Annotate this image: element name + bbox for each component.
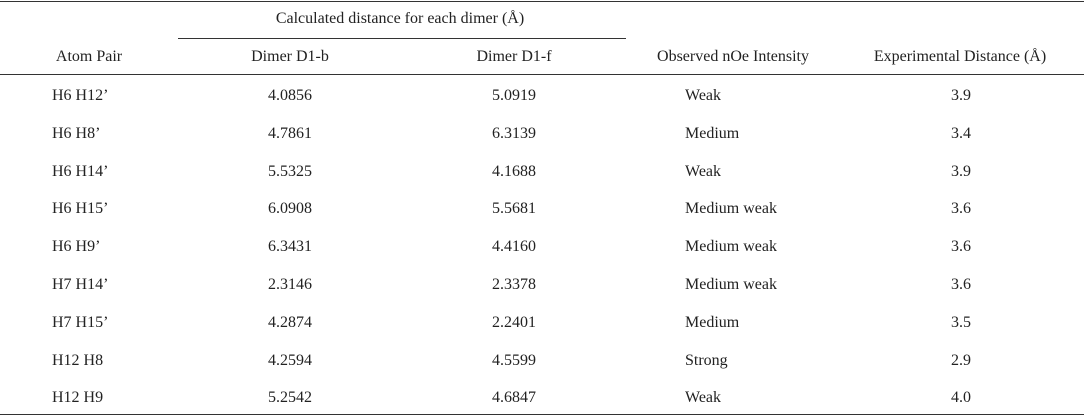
dimer-d1-b-cell: 6.0908 (268, 200, 312, 217)
dimer-d1-b-cell: 5.5325 (268, 163, 312, 180)
dimer-d1-f-cell: 4.1688 (492, 163, 536, 180)
noe-intensity-cell: Strong (685, 352, 728, 369)
column-header-observed-noe-intensity: Observed nOe Intensity (657, 48, 809, 65)
experimental-distance-cell: 3.9 (951, 163, 971, 180)
dimer-d1-f-cell: 2.2401 (492, 314, 536, 331)
atom-pair-cell: H12 H9 (52, 389, 104, 406)
atom-pair-cell: H6 H8’ (52, 125, 101, 142)
dimer-d1-f-cell: 6.3139 (492, 125, 536, 142)
atom-pair-cell: H6 H9’ (52, 238, 101, 255)
noe-intensity-cell: Weak (685, 389, 722, 406)
atom-pair-cell: H7 H14’ (52, 276, 109, 293)
column-header-dimer-d1-b: Dimer D1-b (251, 48, 329, 65)
noe-intensity-cell: Medium weak (685, 200, 777, 217)
noe-intensity-cell: Medium (685, 125, 740, 142)
dimer-d1-b-cell: 6.3431 (268, 238, 312, 255)
experimental-distance-cell: 4.0 (951, 389, 971, 406)
atom-pair-cell: H7 H15’ (52, 314, 109, 331)
experimental-distance-cell: 3.4 (951, 125, 971, 142)
dimer-d1-f-cell: 2.3378 (492, 276, 536, 293)
noe-intensity-cell: Medium (685, 314, 740, 331)
experimental-distance-cell: 3.6 (951, 238, 971, 255)
dimer-d1-f-cell: 5.0919 (492, 87, 536, 104)
dimer-d1-b-cell: 4.2594 (268, 352, 312, 369)
dimer-d1-b-cell: 4.2874 (268, 314, 312, 331)
experimental-distance-cell: 3.9 (951, 87, 971, 104)
dimer-d1-b-cell: 4.7861 (268, 125, 312, 142)
noe-intensity-cell: Medium weak (685, 238, 777, 255)
experimental-distance-cell: 3.6 (951, 276, 971, 293)
dimer-d1-b-cell: 5.2542 (268, 389, 312, 406)
column-header-experimental-distance: Experimental Distance (Å) (873, 48, 1047, 65)
dimer-d1-f-cell: 4.6847 (492, 389, 536, 406)
experimental-distance-cell: 3.6 (951, 200, 971, 217)
dimer-d1-f-cell: 4.5599 (492, 352, 536, 369)
dimer-d1-b-cell: 4.0856 (268, 87, 312, 104)
calculated-distance-span-header: Calculated distance for each dimer (Å) (275, 10, 525, 27)
column-header-atom-pair: Atom Pair (55, 48, 123, 65)
atom-pair-cell: H6 H12’ (52, 87, 109, 104)
dimer-d1-f-cell: 4.4160 (492, 238, 536, 255)
experimental-distance-cell: 3.5 (951, 314, 971, 331)
dimer-d1-f-cell: 5.5681 (492, 200, 536, 217)
atom-pair-cell: H6 H14’ (52, 163, 109, 180)
atom-pair-cell: H12 H8 (52, 352, 104, 369)
experimental-distance-cell: 2.9 (951, 352, 971, 369)
noe-intensity-cell: Weak (685, 163, 722, 180)
noe-intensity-cell: Medium weak (685, 276, 777, 293)
table-bottom-rule (0, 414, 1084, 415)
column-header-dimer-d1-f: Dimer D1-f (476, 48, 552, 65)
atom-pair-cell: H6 H15’ (52, 200, 109, 217)
dimer-d1-b-cell: 2.3146 (268, 276, 312, 293)
noe-intensity-cell: Weak (685, 87, 722, 104)
